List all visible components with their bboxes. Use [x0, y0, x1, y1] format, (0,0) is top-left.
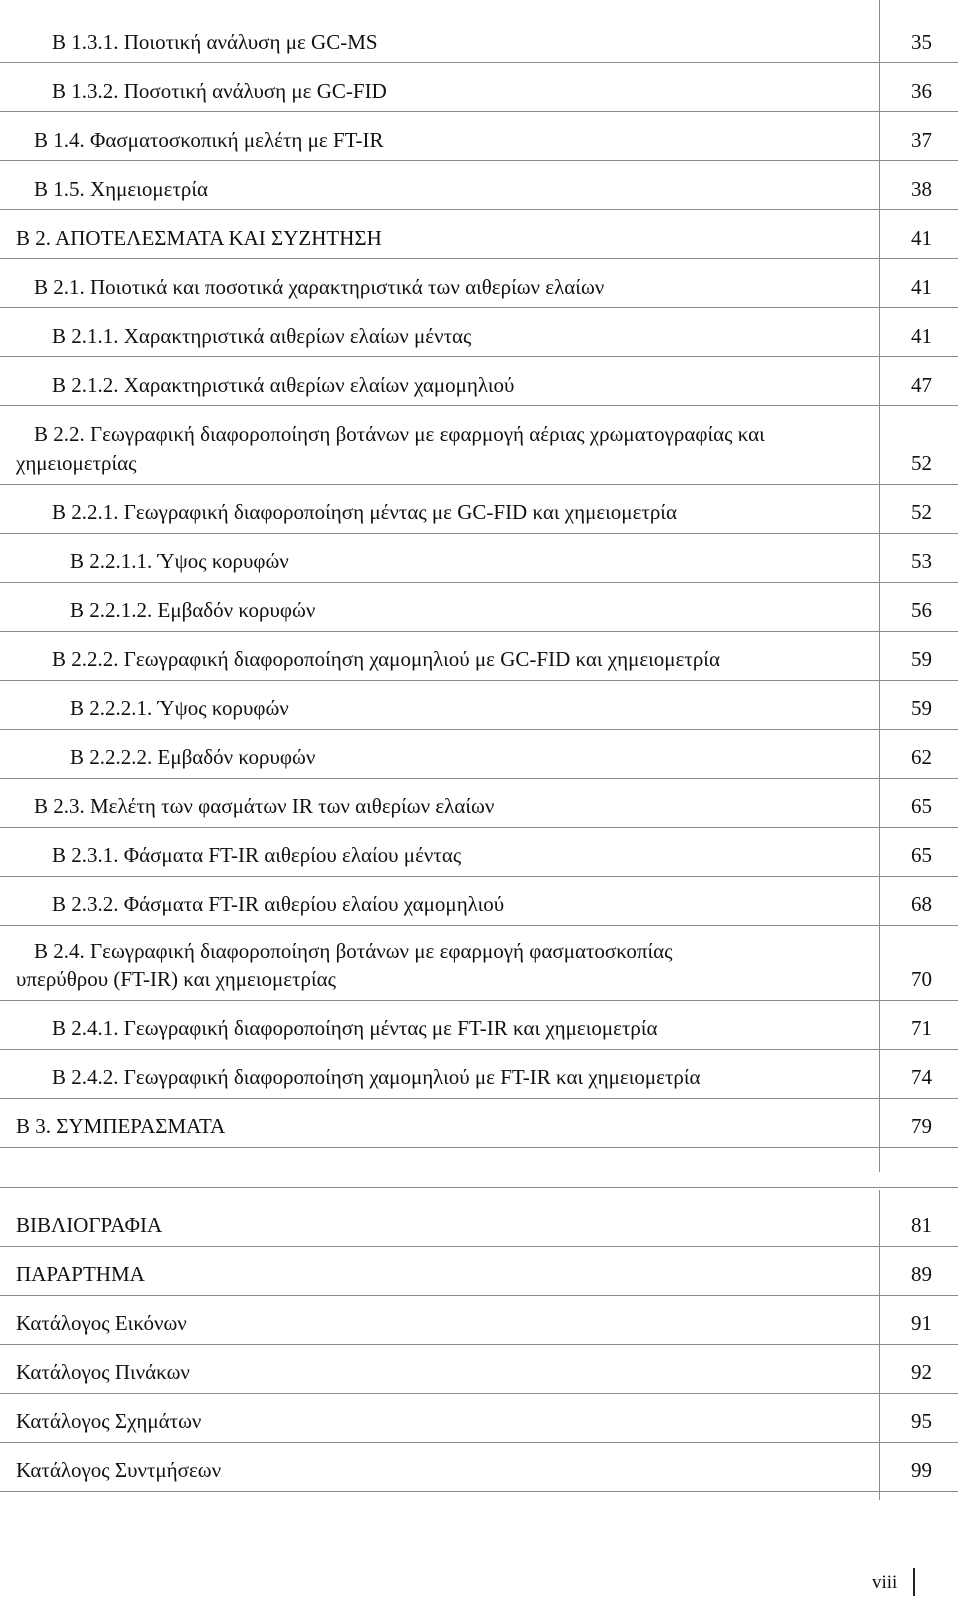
toc-entry-page-number: 41	[911, 275, 932, 299]
toc-entry-page-number: 52	[911, 451, 932, 475]
toc-entry-page-number: 99	[911, 1458, 932, 1482]
table-row-divider	[0, 680, 958, 681]
table-row-divider	[0, 1049, 958, 1050]
toc-entry-page-number: 65	[911, 843, 932, 867]
table-row-divider	[0, 876, 958, 877]
toc-entry-label: Β 2.2.1. Γεωγραφική διαφοροποίηση μέντας με GC-FID και χημειομετρία	[52, 500, 677, 524]
toc-entry-page-number: 56	[911, 598, 932, 622]
toc-entry-label: Κατάλογος Πινάκων	[16, 1360, 190, 1384]
toc-entry-label: Β 2.1.1. Χαρακτηριστικά αιθερίων ελαίων μέντας	[52, 324, 472, 348]
table-row-divider	[0, 1393, 958, 1394]
toc-entry-label: Β 1.4. Φασματοσκοπική μελέτη με FT-IR	[34, 128, 384, 152]
table-column-divider	[879, 0, 880, 1172]
toc-entry-page-number: 59	[911, 696, 932, 720]
table-row-divider	[0, 307, 958, 308]
toc-entry-label: Β 2.1. Ποιοτικά και ποσοτικά χαρακτηριστικά των αιθερίων ελαίων	[34, 275, 605, 299]
toc-entry-page-number: 68	[911, 892, 932, 916]
toc-entry-label: Β 2.4.2. Γεωγραφική διαφοροποίηση χαμομηλιού με FT-IR και χημειομετρία	[52, 1065, 701, 1089]
toc-entry-label-continued: χημειομετρίας	[16, 451, 137, 475]
toc-entry-page-number: 62	[911, 745, 932, 769]
table-column-divider	[879, 1190, 880, 1500]
toc-entry-page-number: 41	[911, 226, 932, 250]
table-row-divider	[0, 1000, 958, 1001]
toc-entry-label: Β 1.3.1. Ποιοτική ανάλυση με GC-MS	[52, 30, 378, 54]
toc-entry-page-number: 74	[911, 1065, 932, 1089]
footer-separator	[913, 1568, 915, 1596]
table-row-divider	[0, 209, 958, 210]
toc-entry-label: Β 2.3. Μελέτη των φασμάτων IR των αιθερίων ελαίων	[34, 794, 495, 818]
table-row-divider	[0, 778, 958, 779]
toc-entry-page-number: 36	[911, 79, 932, 103]
toc-entry-page-number: 47	[911, 373, 932, 397]
toc-entry-page-number: 70	[911, 967, 932, 991]
table-row-divider	[0, 356, 958, 357]
toc-entry-page-number: 81	[911, 1213, 932, 1237]
table-row-divider	[0, 1295, 958, 1296]
toc-entry-label: Β 2.2.2.2. Εμβαδόν κορυφών	[70, 745, 316, 769]
table-row-divider	[0, 1246, 958, 1247]
table-row-divider	[0, 62, 958, 63]
toc-entry-label: Β 2.4. Γεωγραφική διαφοροποίηση βοτάνων με εφαρμογή φασματοσκοπίας	[34, 939, 673, 963]
toc-entry-page-number: 35	[911, 30, 932, 54]
toc-entry-label: Κατάλογος Σχημάτων	[16, 1409, 202, 1433]
table-row-divider	[0, 1442, 958, 1443]
table-row-divider	[0, 631, 958, 632]
toc-entry-label: Β 2.2.1.2. Εμβαδόν κορυφών	[70, 598, 316, 622]
toc-entry-label: Β 2.4.1. Γεωγραφική διαφοροποίηση μέντας με FT-IR και χημειομετρία	[52, 1016, 658, 1040]
toc-entry-page-number: 53	[911, 549, 932, 573]
page-number: viii	[872, 1572, 898, 1593]
toc-entry-page-number: 65	[911, 794, 932, 818]
toc-entry-label: Β 2.1.2. Χαρακτηριστικά αιθερίων ελαίων χαμομηλιού	[52, 373, 515, 397]
table-row-divider	[0, 1491, 958, 1492]
toc-entry-label: Β 2. ΑΠΟΤΕΛΕΣΜΑΤΑ ΚΑΙ ΣΥΖΗΤΗΣΗ	[16, 226, 382, 250]
toc-entry-label: Β 2.2.1.1. Ύψος κορυφών	[70, 549, 289, 573]
toc-entry-page-number: 92	[911, 1360, 932, 1384]
toc-entry-label: Β 2.2. Γεωγραφική διαφοροποίηση βοτάνων με εφαρμογή αέριας χρωματογραφίας και	[34, 422, 765, 446]
table-row-divider	[0, 1344, 958, 1345]
toc-entry-label: ΠΑΡΑΡΤΗΜΑ	[16, 1262, 145, 1286]
toc-entry-page-number: 41	[911, 324, 932, 348]
toc-entry-label: Β 3. ΣΥΜΠΕΡΑΣΜΑΤΑ	[16, 1114, 226, 1138]
toc-entry-label: ΒΙΒΛΙΟΓΡΑΦΙΑ	[16, 1213, 163, 1237]
toc-entry-page-number: 95	[911, 1409, 932, 1433]
toc-entry-page-number: 79	[911, 1114, 932, 1138]
toc-entry-page-number: 59	[911, 647, 932, 671]
toc-entry-label: Β 1.3.2. Ποσοτική ανάλυση με GC-FID	[52, 79, 387, 103]
toc-entry-label: Β 2.3.1. Φάσματα FT-IR αιθερίου ελαίου μέντας	[52, 843, 462, 867]
table-row-divider	[0, 258, 958, 259]
toc-entry-label: Β 1.5. Χημειομετρία	[34, 177, 209, 201]
toc-entry-label: Κατάλογος Συντμήσεων	[16, 1458, 222, 1482]
table-row-divider	[0, 405, 958, 406]
toc-entry-label: Β 2.2.2. Γεωγραφική διαφοροποίηση χαμομηλιού με GC-FID και χημειομετρία	[52, 647, 720, 671]
table-row-divider	[0, 827, 958, 828]
table-row-divider	[0, 1187, 958, 1188]
table-row-divider	[0, 160, 958, 161]
toc-entry-page-number: 89	[911, 1262, 932, 1286]
toc-entry-label-continued: υπερύθρου (FT-IR) και χημειομετρίας	[16, 967, 336, 991]
table-row-divider	[0, 111, 958, 112]
toc-entry-page-number: 38	[911, 177, 932, 201]
toc-entry-page-number: 37	[911, 128, 932, 152]
table-row-divider	[0, 484, 958, 485]
table-row-divider	[0, 1098, 958, 1099]
toc-entry-page-number: 52	[911, 500, 932, 524]
table-row-divider	[0, 729, 958, 730]
table-row-divider	[0, 925, 958, 926]
toc-entry-page-number: 91	[911, 1311, 932, 1335]
toc-entry-label: Β 2.3.2. Φάσματα FT-IR αιθερίου ελαίου χαμομηλιού	[52, 892, 505, 916]
toc-entry-label: Κατάλογος Εικόνων	[16, 1311, 187, 1335]
table-row-divider	[0, 533, 958, 534]
table-row-divider	[0, 582, 958, 583]
table-row-divider	[0, 1147, 958, 1148]
toc-entry-label: Β 2.2.2.1. Ύψος κορυφών	[70, 696, 289, 720]
toc-entry-page-number: 71	[911, 1016, 932, 1040]
